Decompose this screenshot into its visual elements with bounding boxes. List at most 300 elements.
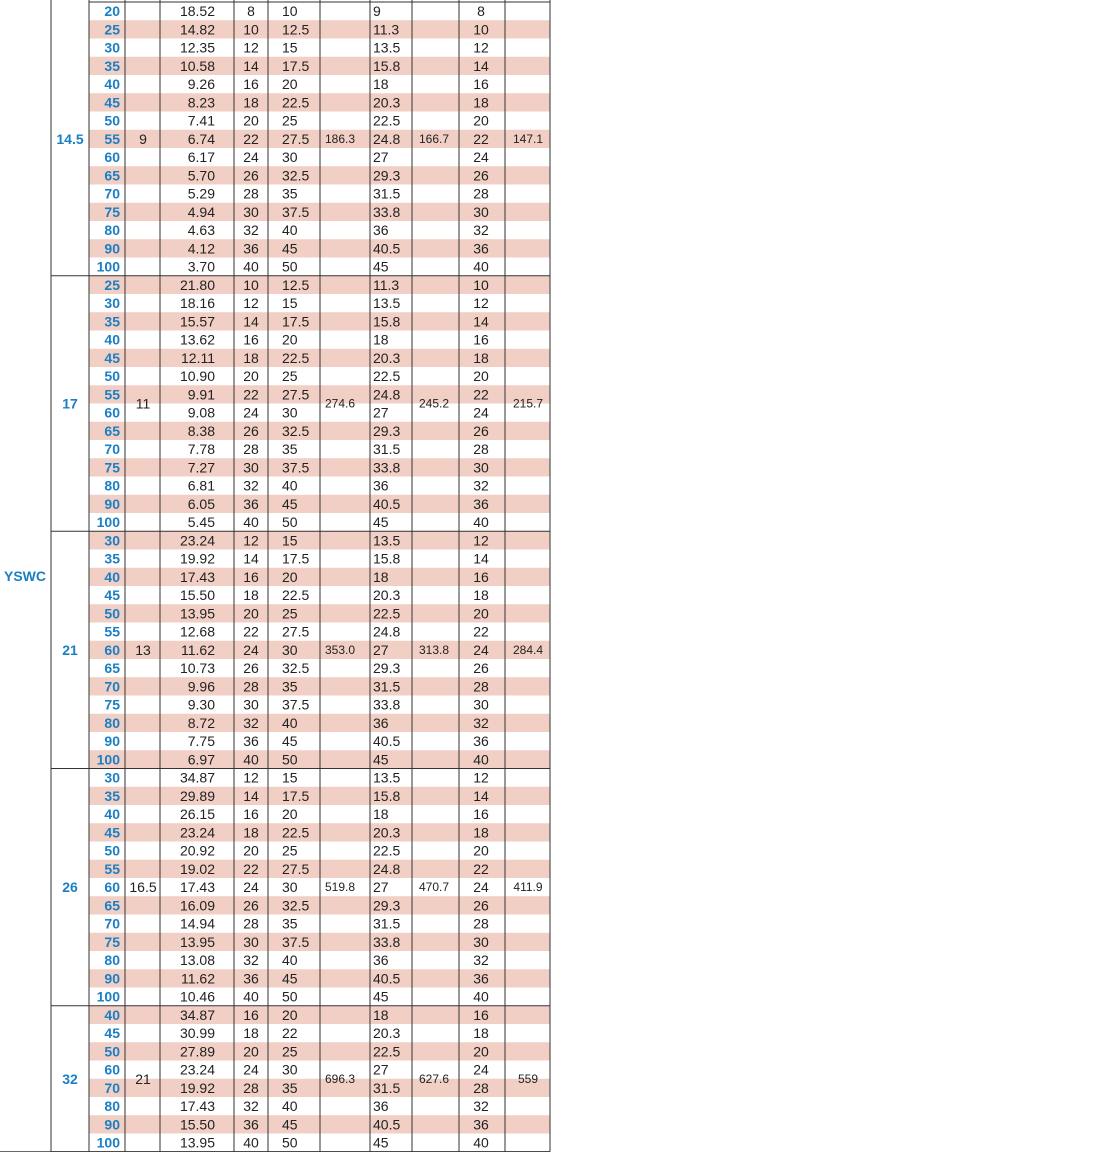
table-row: [104, 478, 489, 494]
table-row: [104, 843, 489, 859]
value-cell: 27.5: [282, 130, 310, 147]
value-cell: 32: [243, 477, 259, 494]
value-cell: 40: [243, 751, 259, 768]
value-cell: 8.38: [187, 422, 215, 439]
table-row: [104, 332, 489, 348]
row-id-cell: 25: [104, 276, 120, 293]
value-cell: 22.5: [373, 112, 401, 129]
value-cell: 34.87: [179, 1006, 215, 1023]
value-cell: 33.8: [373, 203, 401, 220]
value-cell: 17.5: [282, 550, 310, 567]
value-cell: 22.5: [373, 1043, 401, 1060]
value-cell: 36: [243, 970, 259, 987]
table-row: [97, 1135, 489, 1151]
row-id-cell: 100: [96, 1134, 120, 1151]
value-cell: 22.5: [373, 605, 401, 622]
value-cell: 6.05: [187, 495, 215, 512]
row-id-cell: 70: [104, 441, 120, 458]
value-cell: 19.92: [179, 1079, 215, 1096]
value-cell: 50: [282, 1134, 298, 1151]
value-cell: 24: [473, 149, 489, 166]
value-cell: 36: [473, 240, 489, 257]
value-cell: 30: [243, 696, 259, 713]
value-cell: 40: [473, 751, 489, 768]
value-cell: 24.8: [373, 386, 401, 403]
row-id-cell: 80: [104, 714, 120, 731]
row-id-cell: 55: [104, 860, 120, 877]
value-cell: 18: [473, 587, 489, 604]
value-cell: 29.89: [179, 787, 215, 804]
row-id-cell: 70: [104, 915, 120, 932]
value-cell: 40: [243, 258, 259, 275]
value-cell: 22: [473, 623, 489, 640]
value-cell: 20: [243, 1043, 259, 1060]
value-cell: 20: [282, 1006, 298, 1023]
value-cell: 20: [243, 842, 259, 859]
value-cell: 37.5: [282, 203, 310, 220]
value-cell: 16: [473, 331, 489, 348]
value-cell: 6.17: [187, 149, 215, 166]
value-cell: 15: [282, 532, 298, 549]
value-cell: 31.5: [373, 441, 401, 458]
value-cell: 27: [373, 879, 389, 896]
value-cell: 28: [473, 185, 489, 202]
value-cell: 22.5: [373, 842, 401, 859]
value-cell: 12: [473, 532, 489, 549]
value-cell: 17.5: [282, 57, 310, 74]
value-cell: 23.24: [179, 824, 215, 841]
value-cell: 13.08: [179, 952, 215, 969]
table-row: [104, 441, 489, 457]
value-cell: 27.5: [282, 386, 310, 403]
value-cell: 8.23: [187, 94, 215, 111]
table-row: [104, 806, 489, 822]
value-cell: 18: [373, 568, 389, 585]
value-cell: 40: [282, 222, 298, 239]
group-value-cell: 411.9: [513, 880, 543, 895]
value-cell: 13.95: [179, 605, 215, 622]
value-cell: 10: [473, 276, 489, 293]
group-value-cell: 147.1: [512, 131, 544, 146]
value-cell: 15.8: [373, 787, 401, 804]
value-cell: 27: [373, 404, 389, 421]
value-cell: 28: [473, 1079, 489, 1096]
table-row: [104, 1098, 489, 1114]
value-cell: 13.95: [179, 933, 215, 950]
value-cell: 22.5: [282, 587, 310, 604]
value-cell: 10.90: [179, 368, 215, 385]
value-cell: 20: [282, 76, 298, 93]
value-cell: 30: [243, 203, 259, 220]
value-cell: 32.5: [282, 660, 310, 677]
row-id-cell: 80: [104, 952, 120, 969]
value-cell: 24.8: [373, 130, 401, 147]
value-cell: 25: [282, 112, 298, 129]
value-cell: 12: [473, 769, 489, 786]
value-cell: 45: [282, 970, 298, 987]
row-id-cell: 90: [104, 495, 120, 512]
value-cell: 18: [373, 76, 389, 93]
table-row: [104, 733, 489, 749]
value-cell: 40: [243, 514, 259, 531]
value-cell: 18: [373, 806, 389, 823]
value-cell: 17.5: [282, 787, 310, 804]
value-cell: 20: [473, 605, 489, 622]
value-cell: 40: [282, 714, 298, 731]
value-cell: 36: [373, 952, 389, 969]
value-cell: 20.3: [373, 824, 401, 841]
value-cell: 18: [473, 824, 489, 841]
row-id-cell: 40: [104, 568, 120, 585]
row-id-cell: 65: [104, 422, 120, 439]
row-id-cell: 45: [104, 824, 120, 841]
value-cell: 22: [243, 130, 259, 147]
value-cell: 19.02: [179, 860, 215, 877]
value-cell: 30: [282, 879, 298, 896]
row-id-cell: 100: [96, 988, 120, 1005]
value-cell: 15.50: [179, 587, 215, 604]
value-cell: 31.5: [373, 1079, 401, 1096]
value-cell: 22.5: [282, 349, 310, 366]
value-cell: 16: [473, 1006, 489, 1023]
row-id-cell: 100: [96, 514, 120, 531]
value-cell: 45: [373, 514, 389, 531]
value-cell: 20: [473, 368, 489, 385]
value-cell: 26.15: [179, 806, 215, 823]
value-cell: 12: [473, 295, 489, 312]
value-cell: 6.97: [187, 751, 215, 768]
row-id-cell: 65: [104, 660, 120, 677]
row-id-cell: 50: [104, 842, 120, 859]
value-cell: 35: [282, 1079, 298, 1096]
value-cell: 45: [373, 988, 389, 1005]
value-cell: 45: [282, 733, 298, 750]
value-cell: 29.3: [373, 897, 401, 914]
value-cell: 35: [282, 678, 298, 695]
value-cell: 16: [243, 568, 259, 585]
row-id-cell: 45: [104, 587, 120, 604]
group-value-cell: 186.3: [324, 131, 356, 146]
value-cell: 37.5: [282, 696, 310, 713]
value-cell: 29.3: [373, 167, 401, 184]
value-cell: 40: [282, 477, 298, 494]
value-cell: 16: [473, 806, 489, 823]
value-cell: 20.3: [373, 94, 401, 111]
value-cell: 50: [282, 751, 298, 768]
value-cell: 16: [243, 76, 259, 93]
value-cell: 20: [282, 806, 298, 823]
value-cell: 14: [473, 550, 489, 567]
row-id-cell: 65: [104, 167, 120, 184]
value-cell: 11.3: [373, 276, 400, 293]
value-cell: 26: [473, 422, 489, 439]
value-cell: 28: [243, 185, 259, 202]
value-cell: 37.5: [282, 933, 310, 950]
table-row: [97, 259, 489, 275]
value-cell: 9: [373, 3, 381, 20]
value-cell: 32: [473, 477, 489, 494]
value-cell: 20: [243, 368, 259, 385]
table-row: [104, 770, 489, 786]
value-cell: 11.62: [181, 641, 215, 658]
value-cell: 5.70: [187, 167, 215, 184]
group-value-cell: 696.3: [324, 1071, 356, 1086]
table-row: [104, 697, 489, 713]
value-cell: 16.09: [179, 897, 215, 914]
row-id-cell: 60: [104, 1061, 120, 1078]
value-cell: 10: [473, 21, 489, 38]
group-value-cell: 559: [517, 1071, 539, 1086]
value-cell: 22.5: [282, 824, 310, 841]
value-cell: 40: [473, 258, 489, 275]
row-id-cell: 35: [104, 313, 120, 330]
row-id-cell: 30: [104, 532, 120, 549]
row-id-cell: 50: [104, 1043, 120, 1060]
value-cell: 35: [282, 185, 298, 202]
value-cell: 7.78: [187, 441, 215, 458]
value-cell: 36: [243, 1116, 259, 1133]
value-cell: 24: [243, 879, 259, 896]
value-cell: 36: [373, 222, 389, 239]
value-cell: 13.5: [373, 39, 401, 56]
value-cell: 18: [373, 1006, 389, 1023]
value-cell: 30: [282, 149, 298, 166]
value-cell: 18: [473, 94, 489, 111]
value-cell: 17.43: [179, 1098, 215, 1115]
value-cell: 15.8: [373, 313, 401, 330]
value-cell: 36: [373, 1098, 389, 1115]
value-cell: 13.5: [373, 295, 401, 312]
value-cell: 40: [243, 1134, 259, 1151]
row-id-cell: 60: [104, 879, 120, 896]
row-id-cell: 30: [104, 769, 120, 786]
value-cell: 30: [282, 1061, 298, 1078]
row-id-cell: 20: [104, 3, 120, 20]
value-cell: 33.8: [373, 933, 401, 950]
value-cell: 14: [473, 57, 489, 74]
value-cell: 32: [243, 222, 259, 239]
value-cell: 18: [373, 331, 389, 348]
value-cell: 32: [243, 714, 259, 731]
row-id-cell: 75: [104, 696, 120, 713]
value-cell: 22: [282, 1025, 298, 1042]
value-cell: 30: [243, 933, 259, 950]
value-cell: 18: [243, 587, 259, 604]
value-cell: 25: [282, 368, 298, 385]
value-cell: 36: [473, 1116, 489, 1133]
value-cell: 36: [473, 733, 489, 750]
row-id-cell: 45: [104, 94, 120, 111]
row-id-cell: 55: [104, 623, 120, 640]
group-value-cell: 313.8: [418, 642, 450, 657]
value-cell: 28: [473, 441, 489, 458]
row-id-cell: 45: [104, 1025, 120, 1042]
value-cell: 24: [243, 149, 259, 166]
value-cell: 24: [473, 641, 489, 658]
value-cell: 18: [243, 94, 259, 111]
row-id-cell: 70: [104, 678, 120, 695]
table-row: [104, 952, 489, 968]
value-cell: 31.5: [373, 915, 401, 932]
value-cell: 11.3: [373, 21, 400, 38]
value-cell: 45: [373, 258, 389, 275]
row-id-cell: 80: [104, 1098, 120, 1115]
value-cell: 35: [282, 441, 298, 458]
value-cell: 23.24: [179, 532, 215, 549]
value-cell: 26: [243, 422, 259, 439]
value-cell: 7.75: [187, 733, 215, 750]
row-id-cell: 50: [104, 605, 120, 622]
value-cell: 40: [473, 514, 489, 531]
value-cell: 45: [373, 1134, 389, 1151]
value-cell: 9.08: [187, 404, 215, 421]
value-cell: 18: [243, 1025, 259, 1042]
table-row: [97, 514, 489, 530]
value-cell: 18.16: [179, 295, 215, 312]
value-cell: 14: [243, 57, 259, 74]
value-cell: 16: [243, 331, 259, 348]
value-cell: 26: [473, 660, 489, 677]
value-cell: 32: [473, 952, 489, 969]
value-cell: 20: [473, 842, 489, 859]
value-cell: 26: [243, 660, 259, 677]
value-cell: 30.99: [179, 1025, 215, 1042]
value-cell: 5.45: [187, 514, 215, 531]
value-cell: 9.26: [187, 76, 215, 93]
group-value-cell: 519.8: [324, 880, 356, 895]
value-cell: 9.30: [187, 696, 215, 713]
value-cell: 24: [473, 1061, 489, 1078]
value-cell: 25: [282, 842, 298, 859]
table-row: [97, 989, 489, 1005]
value-cell: 26: [473, 897, 489, 914]
value-cell: 22: [473, 130, 489, 147]
value-cell: 12.68: [179, 623, 215, 640]
row-id-cell: 50: [104, 368, 120, 385]
value-cell: 10: [243, 21, 259, 38]
row-id-cell: 40: [104, 806, 120, 823]
value-cell: 20: [473, 1043, 489, 1060]
row-id-cell: 90: [104, 733, 120, 750]
value-cell: 14: [243, 313, 259, 330]
value-cell: 22: [473, 860, 489, 877]
value-cell: 22: [243, 386, 259, 403]
value-cell: 15: [282, 39, 298, 56]
group-value-cell: 13: [135, 641, 151, 658]
value-cell: 40.5: [373, 733, 401, 750]
value-cell: 34.87: [179, 769, 215, 786]
value-cell: 17.43: [179, 879, 215, 896]
value-cell: 14.94: [179, 915, 215, 932]
value-cell: 32: [473, 714, 489, 731]
value-cell: 22: [243, 860, 259, 877]
value-cell: 24: [243, 404, 259, 421]
value-cell: 45: [373, 751, 389, 768]
value-cell: 40: [473, 988, 489, 1005]
row-id-cell: 60: [104, 641, 120, 658]
value-cell: 29.3: [373, 422, 401, 439]
value-cell: 50: [282, 258, 298, 275]
size-label: 17: [62, 395, 78, 412]
group-value-cell: 16.5: [129, 879, 157, 896]
row-id-cell: 30: [104, 39, 120, 56]
value-cell: 50: [282, 514, 298, 531]
value-cell: 20.92: [179, 842, 215, 859]
value-cell: 40.5: [373, 970, 401, 987]
value-cell: 4.94: [187, 203, 215, 220]
row-id-cell: 60: [104, 404, 120, 421]
value-cell: 40.5: [373, 1116, 401, 1133]
value-cell: 17.43: [179, 568, 215, 585]
value-cell: 16: [243, 806, 259, 823]
value-cell: 28: [243, 678, 259, 695]
row-id-cell: 25: [104, 21, 120, 38]
value-cell: 13.62: [179, 331, 215, 348]
group-value-cell: 9: [139, 130, 147, 147]
value-cell: 28: [473, 678, 489, 695]
value-cell: 20.3: [373, 349, 401, 366]
value-cell: 7.41: [187, 112, 215, 129]
table-row: [104, 587, 489, 603]
value-cell: 22: [243, 623, 259, 640]
value-cell: 36: [473, 970, 489, 987]
row-id-cell: 55: [104, 386, 120, 403]
value-cell: 20: [473, 112, 489, 129]
value-cell: 29.3: [373, 660, 401, 677]
row-id-cell: 60: [104, 149, 120, 166]
value-cell: 15.57: [179, 313, 215, 330]
row-id-cell: 35: [104, 550, 120, 567]
value-cell: 14: [473, 787, 489, 804]
group-value-cell: 627.6: [418, 1071, 450, 1086]
table-row: [104, 3, 485, 19]
value-cell: 12.11: [181, 349, 215, 366]
table-row: [104, 551, 489, 567]
size-label: 32: [62, 1070, 78, 1087]
row-id-cell: 100: [96, 258, 120, 275]
value-cell: 40: [243, 988, 259, 1005]
row-id-cell: 90: [104, 970, 120, 987]
value-cell: 22.5: [282, 94, 310, 111]
value-cell: 15.50: [179, 1116, 215, 1133]
table-row: [104, 222, 489, 238]
value-cell: 6.81: [187, 477, 215, 494]
value-cell: 30: [473, 203, 489, 220]
size-label: 21: [62, 641, 78, 658]
value-cell: 32.5: [282, 167, 310, 184]
table-row: [104, 624, 489, 640]
table-row: [104, 149, 489, 165]
value-cell: 40.5: [373, 240, 401, 257]
value-cell: 30: [473, 459, 489, 476]
value-cell: 18: [473, 349, 489, 366]
value-cell: 20: [243, 605, 259, 622]
value-cell: 20.3: [373, 587, 401, 604]
value-cell: 4.12: [187, 240, 215, 257]
value-cell: 32.5: [282, 897, 310, 914]
value-cell: 32: [473, 1098, 489, 1115]
value-cell: 16: [473, 76, 489, 93]
value-cell: 10.58: [179, 57, 215, 74]
value-cell: 26: [473, 167, 489, 184]
value-cell: 18: [243, 824, 259, 841]
value-cell: 18.52: [179, 3, 215, 20]
value-cell: 22.5: [373, 368, 401, 385]
value-cell: 28: [243, 1079, 259, 1096]
value-cell: 9.91: [187, 386, 215, 403]
value-cell: 12.5: [282, 21, 310, 38]
value-cell: 27: [373, 641, 389, 658]
